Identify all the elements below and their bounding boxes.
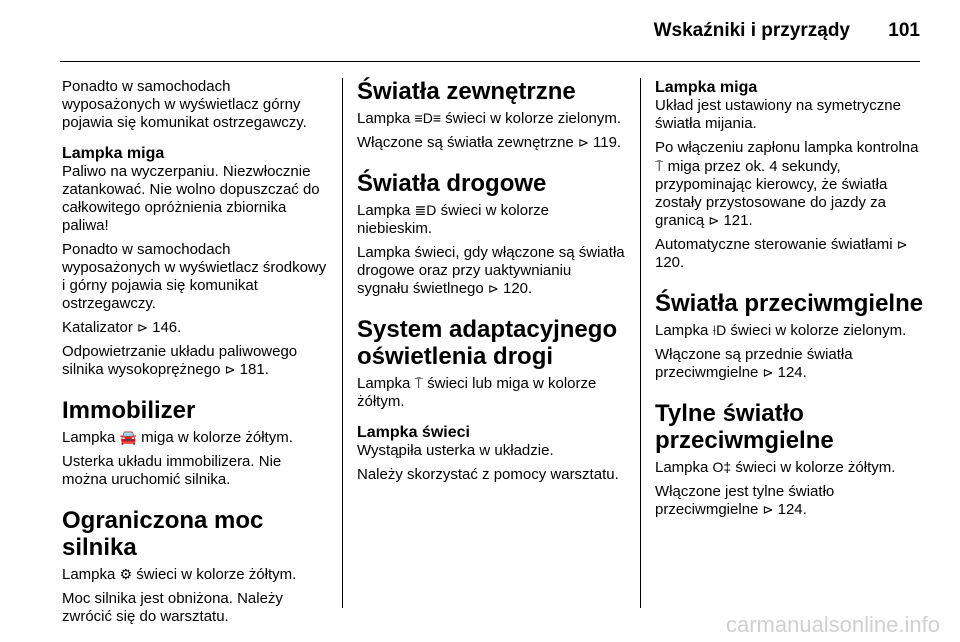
paragraph: Włączone są światła zewnętrzne ⊳ 119. <box>357 134 622 151</box>
page-ref[interactable]: 181. <box>239 361 269 378</box>
paragraph: Lampka ⟊D świeci w kolorze zielonym. <box>655 322 907 339</box>
engine-power-icon: ⚙ <box>119 566 133 582</box>
paragraph: Należy skorzystać z pomocy warsztatu. <box>357 466 619 483</box>
heading-lampka-miga: Lampka miga <box>62 145 165 162</box>
paragraph: Moc silnika jest obniżona. Należy zwrócić się do warsztatu. <box>62 590 283 625</box>
paragraph: Wystąpiła usterka w układzie. <box>357 442 554 459</box>
paragraph: Układ jest ustawiony na symetryczne światła mijania. <box>655 97 901 132</box>
page-ref[interactable]: 124. <box>777 501 807 518</box>
heading-swiatla-drogowe: Światła drogowe <box>357 170 547 197</box>
header-rule <box>60 61 920 62</box>
front-fog-light-icon: ⟊D <box>712 322 727 338</box>
page-ref-arrow-icon: ⊳ <box>487 281 499 296</box>
paragraph: Automatyczne sterowanie światłami ⊳ 120. <box>655 236 908 271</box>
paragraph: Lampka O‡ świeci w kolorze żółtym. <box>655 459 896 476</box>
page-ref[interactable]: 124. <box>777 364 807 381</box>
paragraph: Usterka układu immobilizera. Nie można uruchomić silnika. <box>62 453 282 488</box>
page-ref[interactable]: 119. <box>593 134 622 151</box>
page-ref-arrow-icon: ⊳ <box>137 320 148 335</box>
page-ref-arrow-icon: ⊳ <box>896 237 908 252</box>
paragraph: Katalizator ⊳ 146. <box>62 319 182 336</box>
page-title: Wskaźniki i przyrządy <box>653 20 850 41</box>
heading-swiatla-przeciwmgielne: Światła przeciwmgielne <box>655 290 924 317</box>
paragraph: Włączone jest tylne światło przeciwmgielne ⊳ 124. <box>655 483 835 518</box>
column-divider-1 <box>342 78 343 608</box>
heading-tylne-swiatlo: Tylne światło przeciwmgielne <box>655 400 834 454</box>
heading-ograniczona-moc: Ograniczona moc silnika <box>62 507 264 561</box>
heading-swiatla-zewnetrzne: Światła zewnętrzne <box>357 78 576 105</box>
heading-lampka-swieci: Lampka świeci <box>357 424 470 441</box>
column-3 <box>655 78 930 525</box>
immobilizer-icon: 🚘 <box>119 429 137 445</box>
paragraph: Ponadto w samochodach wyposażonych w wyświetlacz górny pojawia się komunikat ostrzegawczy. <box>62 78 307 131</box>
page-ref-arrow-icon: ⊳ <box>577 135 589 150</box>
page-ref-arrow-icon: ⊳ <box>762 365 774 380</box>
paragraph: Lampka ⍑ świeci lub miga w kolorze żółtym. <box>357 375 597 410</box>
paragraph: Lampka świeci, gdy włączone są światła drogowe oraz przy uaktywnianiu sygnału świetlnego ⊳ 120. <box>357 244 625 297</box>
paragraph: Ponadto w samochodach wyposażonych w wyświetlacz środkowy i górny pojawia się komunikat ostrzegawczy. <box>62 241 327 312</box>
adaptive-light-icon: ⍑ <box>655 158 664 174</box>
page-ref-arrow-icon: ⊳ <box>762 502 774 517</box>
page-header <box>0 0 960 62</box>
paragraph: Paliwo na wyczerpaniu. Niezwłocznie zatankować. Nie wolno dopuszczać do całkowitego opróżnienia zbiornika paliwa! <box>62 163 320 234</box>
exterior-light-icon: ≡D≡ <box>414 110 441 126</box>
paragraph: Lampka ⚙ świeci w kolorze żółtym. <box>62 566 297 583</box>
page-ref-arrow-icon: ⊳ <box>224 362 236 377</box>
paragraph: Odpowietrzanie układu paliwowego silnika wysokoprężnego ⊳ 181. <box>62 343 298 378</box>
watermark: carmanualsonline.info <box>725 612 940 637</box>
heading-lampka-miga: Lampka miga <box>655 79 758 96</box>
page-ref[interactable]: 120. <box>655 254 685 271</box>
page-ref[interactable]: 146. <box>152 319 182 336</box>
column-1 <box>62 78 330 632</box>
heading-immobilizer: Immobilizer <box>62 397 196 424</box>
high-beam-icon: ≣D <box>414 202 437 218</box>
page-ref-arrow-icon: ⊳ <box>708 213 720 228</box>
paragraph: Lampka ≡D≡ świeci w kolorze zielonym. <box>357 110 622 127</box>
paragraph: Po włączeniu zapłonu lampka kontrolna ⍑ miga przez ok. 4 sekundy, przypominając kierowcy, że światła zostały przystosowane do jazdy za granicą ⊳ 121. <box>655 139 919 229</box>
column-2 <box>357 78 627 490</box>
page-ref[interactable]: 120. <box>503 280 533 297</box>
heading-system-adaptacyjnego: System adaptacyjnego oświetlenia drogi <box>357 316 618 370</box>
adaptive-light-icon: ⍑ <box>414 375 423 391</box>
rear-fog-light-icon: O‡ <box>712 459 732 475</box>
paragraph: Lampka ≣D świeci w kolorze niebieskim. <box>357 202 549 237</box>
paragraph: Włączone są przednie światła przeciwmgielne ⊳ 124. <box>655 346 853 381</box>
page-number: 101 <box>888 20 920 41</box>
page-ref[interactable]: 121. <box>723 212 753 229</box>
paragraph: Lampka 🚘 miga w kolorze żółtym. <box>62 429 293 446</box>
column-divider-2 <box>640 78 641 608</box>
